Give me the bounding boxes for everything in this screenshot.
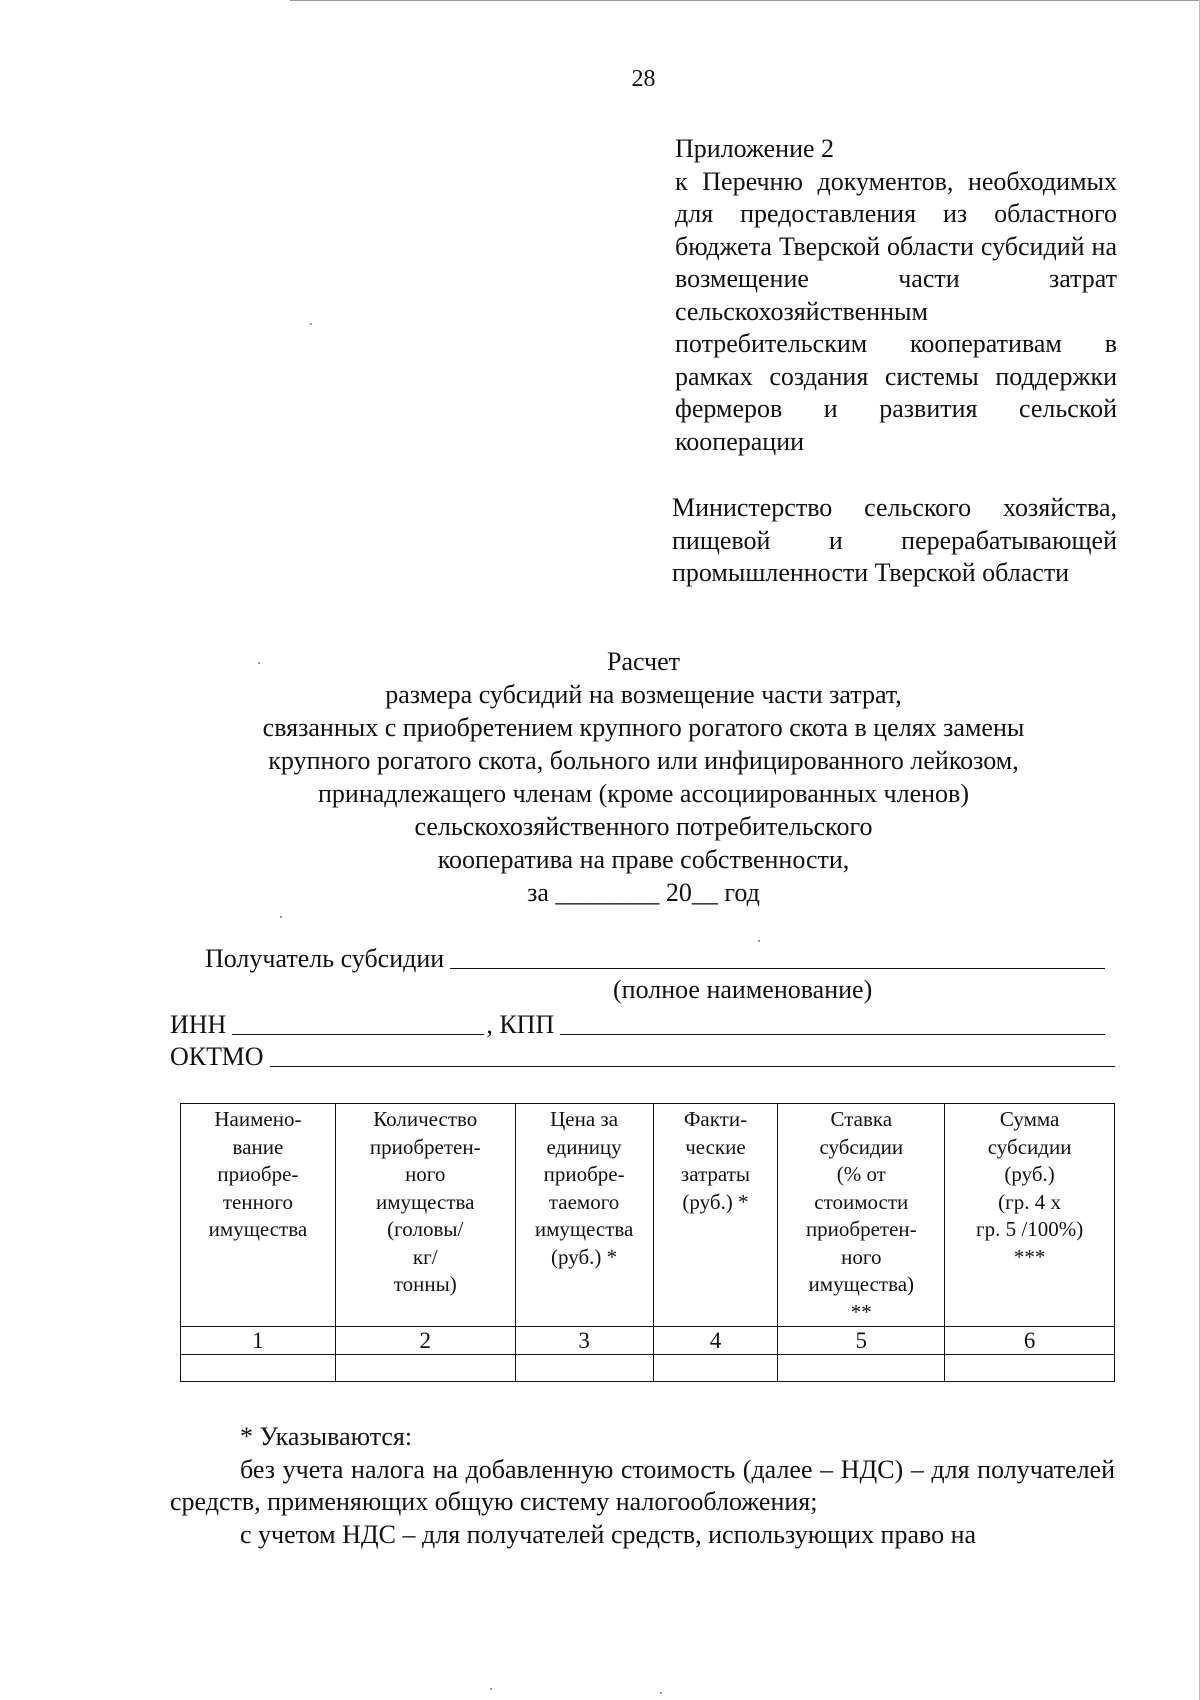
calculation-title-line: размера субсидий на возмещение части затрат, bbox=[385, 680, 902, 709]
inn-label: ИНН bbox=[170, 1010, 227, 1039]
oktmo-fill-line bbox=[270, 1042, 1115, 1067]
table-cell bbox=[335, 1355, 515, 1382]
reporting-period bbox=[100, 876, 1187, 909]
inn-fill-line bbox=[232, 1010, 484, 1035]
recipient-label: Получатель субсидии bbox=[205, 944, 445, 973]
table-header-cell: Цена за единицу приобре- таемого имущества (руб.) * bbox=[515, 1104, 653, 1327]
calculation-title-line: кооператива на праве собственности, bbox=[437, 845, 850, 874]
scan-speck bbox=[258, 662, 260, 664]
table-cell bbox=[515, 1355, 653, 1382]
calculation-title-line: сельскохозяйственного потребительского bbox=[414, 812, 873, 841]
table-column-number: 5 bbox=[778, 1327, 945, 1355]
calculation-title-line: связанных с приобретением крупного рогатого скота в целях замены bbox=[262, 713, 1025, 742]
kpp-fill-line bbox=[560, 1010, 1105, 1035]
table-cell bbox=[653, 1355, 778, 1382]
table-header-cell: Факти- ческие затраты (руб.) * bbox=[653, 1104, 778, 1327]
ministry-addressee: Министерство сельского хозяйства, пищевой и перерабатывающей промышленности Тверской области bbox=[672, 493, 1117, 587]
appendix-body: к Перечню документов, необходимых для предоставления из областного бюджета Тверской области субсидий на возмещение части затрат сельскохозяйственным потребительским кооперативам в рамках создания системы поддержки фермеров и развития сельской кооперации bbox=[675, 166, 1117, 456]
calculation-title bbox=[100, 645, 1187, 909]
table-column-number: 3 bbox=[515, 1327, 653, 1355]
table-header-row bbox=[181, 1104, 1115, 1327]
inn-kpp-row bbox=[170, 1006, 1105, 1040]
appendix-title: Приложение 2 bbox=[675, 134, 835, 163]
table-row bbox=[181, 1355, 1115, 1382]
table-column-number: 2 bbox=[335, 1327, 515, 1355]
calculation-table bbox=[180, 1103, 1115, 1382]
table-column-number: 1 bbox=[181, 1327, 336, 1355]
scan-speck bbox=[280, 916, 282, 918]
recipient-caption: (полное наименование) bbox=[613, 975, 873, 1004]
footnote-line: * Указываются: bbox=[240, 1422, 413, 1451]
table-cell bbox=[778, 1355, 945, 1382]
calculation-title-line: Расчет bbox=[607, 647, 680, 676]
footnotes bbox=[170, 1421, 1115, 1551]
calculation-title-line: принадлежащего членам (кроме ассоциированных членов) bbox=[318, 779, 969, 808]
scan-edge-top bbox=[290, 0, 1200, 1]
oktmo-label: ОКТМО bbox=[170, 1042, 264, 1071]
table-column-number-row bbox=[181, 1327, 1115, 1355]
scan-speck bbox=[310, 323, 312, 325]
table-cell bbox=[945, 1355, 1115, 1382]
table-header-cell: Сумма субсидии (руб.) (гр. 4 х гр. 5 /100%) *** bbox=[945, 1104, 1115, 1327]
recipient-row bbox=[205, 940, 1105, 974]
table-header-cell: Количество приобретен- ного имущества (головы/ кг/ тонны) bbox=[335, 1104, 515, 1327]
scan-speck bbox=[758, 940, 760, 942]
calculation-title-line: крупного рогатого скота, больного или инфицированного лейкозом, bbox=[268, 746, 1019, 775]
table-cell bbox=[181, 1355, 336, 1382]
period-year: 20__ bbox=[665, 878, 718, 907]
table-header-cell: Наимено- вание приобре- тенного имущества bbox=[181, 1104, 336, 1327]
recipient-fill-line bbox=[450, 944, 1105, 969]
table-column-number: 4 bbox=[653, 1327, 778, 1355]
kpp-label: , КПП bbox=[486, 1010, 555, 1039]
period-prefix: за bbox=[527, 878, 549, 907]
scan-speck bbox=[490, 1688, 492, 1690]
oktmo-row bbox=[170, 1038, 1115, 1072]
footnote-line: с учетом НДС – для получателей средств, использующих право на bbox=[240, 1519, 977, 1549]
table-header-cell: Ставка субсидии (% от стоимости приобретен- ного имущества) ** bbox=[778, 1104, 945, 1327]
appendix-block bbox=[675, 133, 1117, 458]
footnote-line: без учета налога на добавленную стоимость (далее – НДС) – для получателей средств, применяющих общую систему налогообложения; bbox=[170, 1454, 1115, 1516]
period-blank: ________ bbox=[555, 878, 660, 907]
scan-speck bbox=[660, 1692, 662, 1694]
page-number: 28 bbox=[631, 66, 656, 92]
table-column-number: 6 bbox=[945, 1327, 1115, 1355]
period-suffix: год bbox=[724, 878, 760, 907]
